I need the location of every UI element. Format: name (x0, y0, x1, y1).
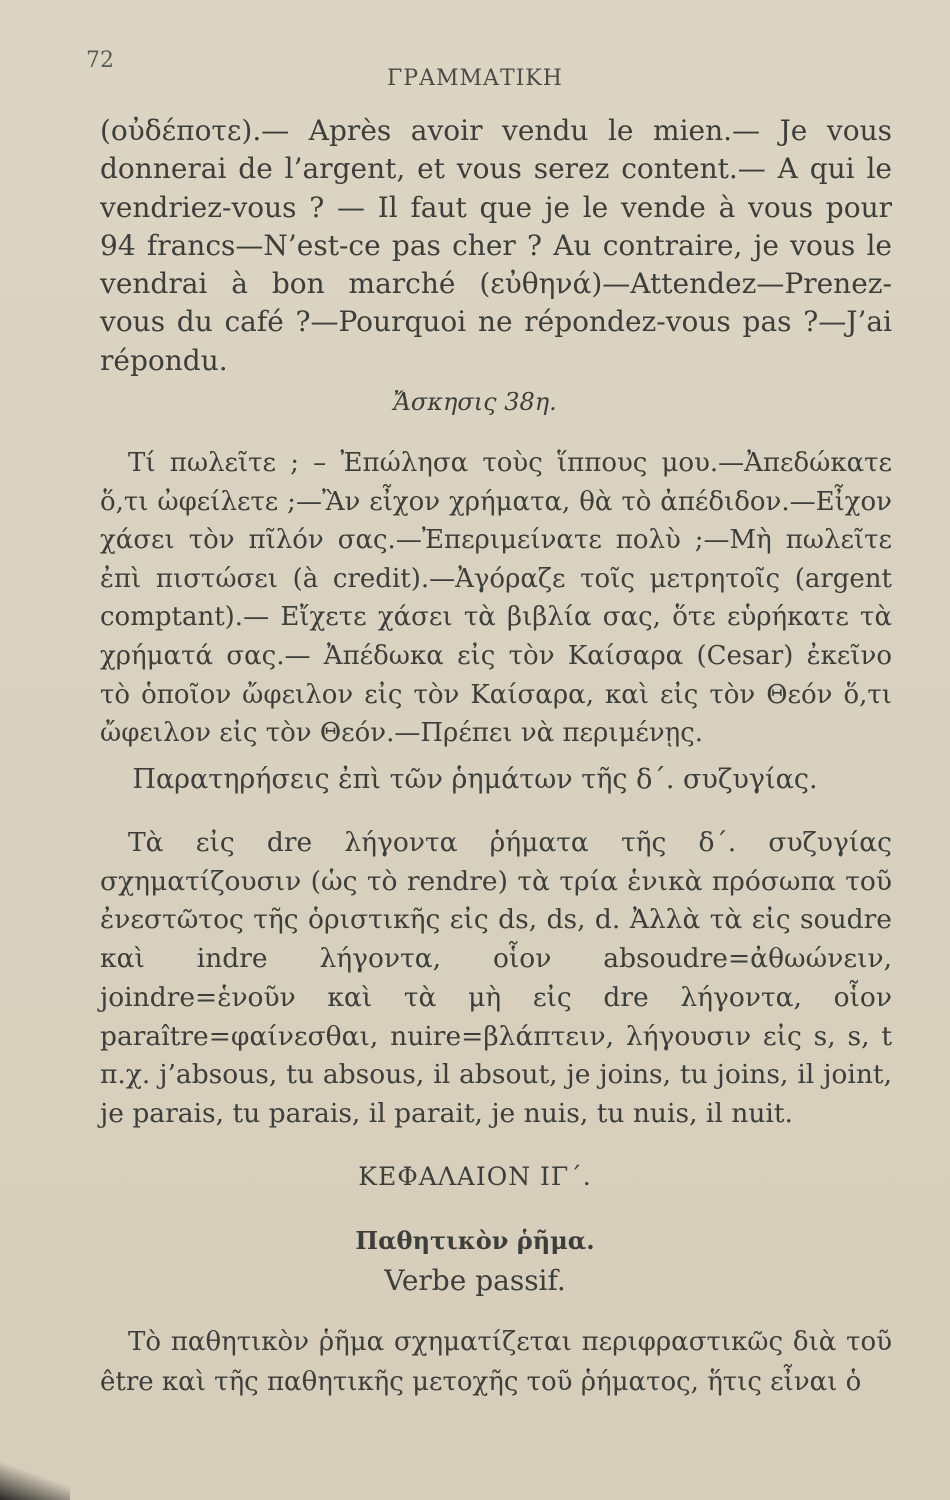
greek-exercise-paragraph: Τί πωλεῖτε ; – Ἐπώλησα τοὺς ἵππους μου.—Ἀπεδώκατε ὅ,τι ὠφείλετε ;—Ἂν εἶχον χρήματα, θὰ τὸ ἀπέδιδον.—Εἶχον χάσει τὸν πῖλόν σας.—Ἐπεριμείνατε πολὺ ;—Μὴ πωλεῖτε ἐπὶ πιστώσει (à credit).—Ἀγόραζε τοῖς μετρητοῖς (argent comptant).— Εἴχετε χάσει τὰ βιβλία σας, ὅτε εὑρήκατε τὰ χρήματά σας.— Ἀπέδωκα εἰς τὸν Καίσαρα (Cesar) ἐκεῖνο τὸ ὁποῖον ὤφειλον εἰς τὸν Καίσαρα, καὶ εἰς τὸν Θεόν ὅ,τι ὤφειλον εἰς τὸν Θεόν.—Πρέπει νὰ περιμένῃς. (100, 448, 892, 749)
page-corner-shadow (0, 1460, 70, 1500)
french-exercise-paragraph: (οὐδέποτε).— Après avoir vendu le mien.— Je vous donnerai de l’argent, et vous serez content.— A qui le vendriez-vous ? — Il faut que je le vende à vous pour 94 francs—N’est-ce pas cher ? Au contraire, je vous le vendrai à bon marché (εὐθηνά)—Attendez—Prenez-vous du café ?—Pourquoi ne répondez-vous pas ?—J’ai répondu. (100, 114, 892, 377)
page-number: 72 (86, 48, 114, 73)
chapter-subtitle-french: Verbe passif. (384, 1264, 566, 1297)
passive-verb-paragraph: Τὸ παθητικὸν ῥῆμα σχηματίζεται περιφραστικῶς διὰ τοῦ être καὶ τῆς παθητικῆς μετοχῆς τοῦ ῥήματος, ἥτις εἶναι ὁ (100, 1327, 892, 1397)
chapter-title: ΚΕΦΑΛΑΙΟΝ ΙΓ΄. (358, 1162, 592, 1191)
running-head: ΓΡΑΜΜΑΤΙΚΗ (387, 66, 563, 91)
observations-paragraph: Τὰ εἰς dre λήγοντα ῥήματα τῆς δ΄. συζυγίας σχηματίζουσιν (ὡς τὸ rendre) τὰ τρία ἑνικὰ πρόσωπα τοῦ ἐνεστῶτος τῆς ὁριστικῆς εἰς ds, ds, d. Ἀλλὰ τὰ εἰς soudre καὶ indre λήγοντα, οἷον absoudre=ἀθωώνειν, joindre=ἑνοῦν καὶ τὰ μὴ εἰς dre λήγοντα, οἷον paraître=φαίνεσθαι, nuire=βλάπτειν, λήγουσιν εἰς s, s, t π.χ. j’absous, tu absous, il absout, je joins, tu joins, il joint, je parais, tu parais, il parait, je nuis, tu nuis, il nuit. (100, 827, 892, 1129)
chapter-subtitle-greek: Παθητικὸν ῥῆμα. (355, 1226, 595, 1255)
section-title: Παρατηρήσεις ἐπὶ τῶν ῥημάτων τῆς δ΄. συζυγίας. (132, 764, 818, 795)
exercise-title: Ἄσκησις 38η. (393, 388, 557, 416)
